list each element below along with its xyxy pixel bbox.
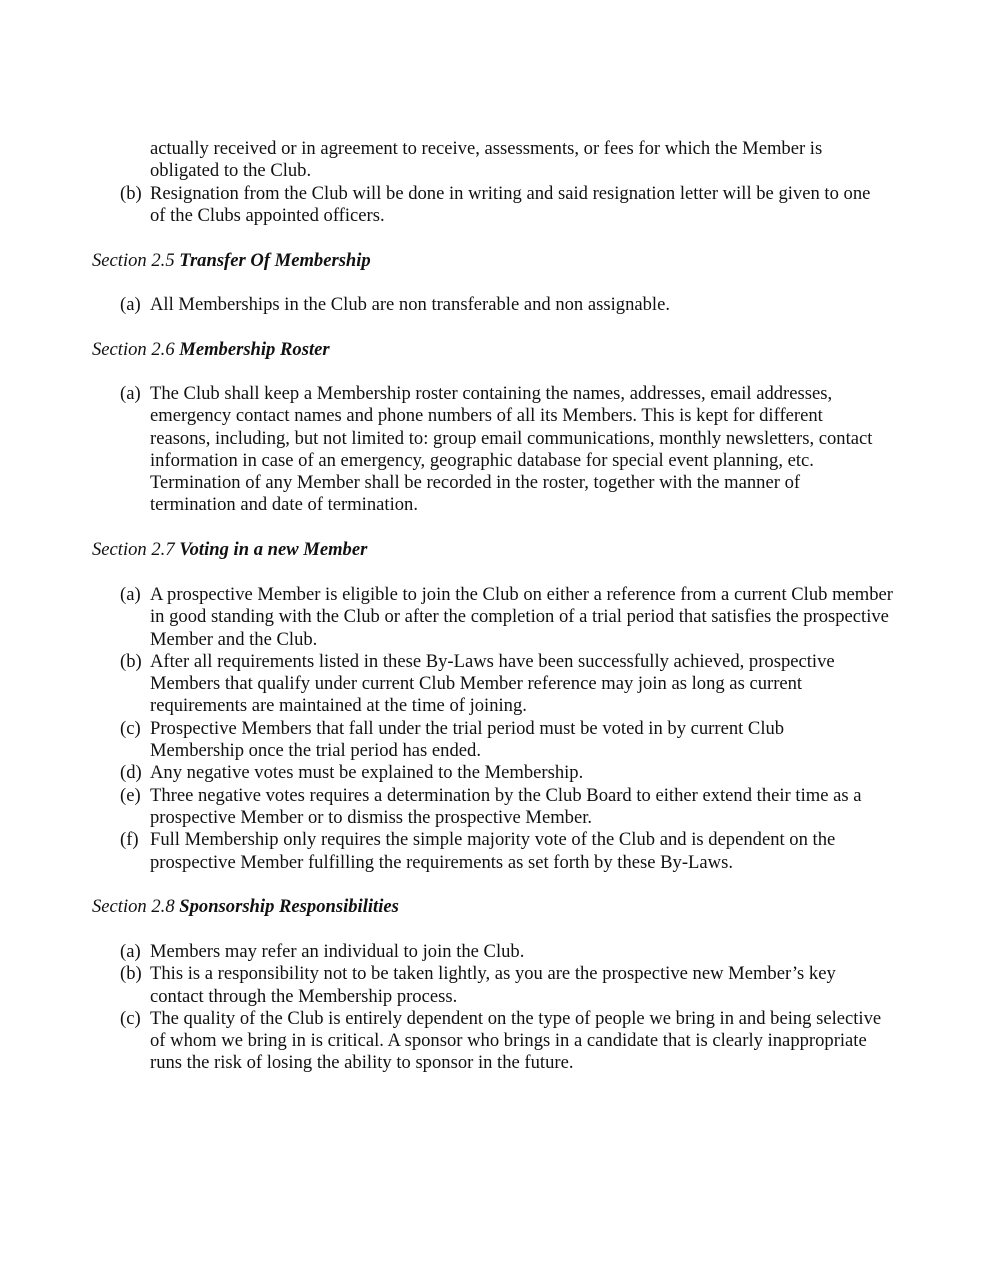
list-item — [120, 829, 900, 874]
section-heading-2-5 — [92, 250, 371, 272]
section-number: Section 2.5 — [92, 250, 175, 271]
section-2-5-list — [120, 294, 885, 316]
list-item — [120, 785, 900, 830]
list-marker: (c) — [120, 1007, 141, 1029]
list-item-text: A prospective Member is eligible to join the Club on either a reference from a current Club member in good standing with the Club or after the completion of a trial period that satisfies the prospective Member and the Club. — [150, 584, 893, 650]
list-marker: (a) — [120, 941, 141, 962]
list-item-text: Full Membership only requires the simple majority vote of the Club and is dependent on the prospective Member fulfilling the requirements as set forth by these By-Laws. — [150, 829, 836, 873]
list-marker: (b) — [120, 182, 142, 204]
list-item — [120, 183, 885, 228]
list-item — [120, 963, 885, 1008]
list-marker: (a) — [120, 584, 141, 605]
list-item — [120, 941, 885, 963]
section-number: Section 2.7 — [92, 539, 175, 560]
section-heading-2-7 — [92, 539, 367, 561]
list-item — [120, 584, 900, 651]
section-number: Section 2.8 — [92, 896, 175, 917]
list-item-text: The quality of the Club is entirely dependent on the type of people we bring in and being selective of whom we bring in is critical. A sponsor who brings in a candidate that is clearly inappropriate runs the risk of losing the ability to sponsor in the future. — [150, 1007, 882, 1074]
list-item — [120, 762, 900, 784]
list-item-text: Prospective Members that fall under the trial period must be voted in by current Club Membership once the trial period has ended. — [150, 717, 785, 762]
list-item-text: This is a responsibility not to be taken lightly, as you are the prospective new Member’s key contact through the Membership process. — [150, 963, 836, 1007]
list-marker: (b) — [120, 650, 142, 672]
list-marker: (c) — [120, 717, 141, 739]
list-item-text: All Memberships in the Club are non transferable and non assignable. — [150, 294, 670, 315]
section-2-6-list — [120, 383, 885, 517]
section-title: Transfer Of Membership — [179, 250, 371, 271]
section-2-7-list — [120, 584, 900, 874]
continued-paragraph: actually received or in agreement to receive, assessments, or fees for which the Member is obligated to the Club. — [150, 138, 823, 182]
section-2-8-list — [120, 941, 885, 1075]
list-item — [120, 718, 900, 763]
section-2-4-continuation — [120, 138, 885, 227]
list-marker: (b) — [120, 963, 142, 985]
list-item-text: Any negative votes must be explained to the Membership. — [150, 762, 584, 784]
section-title: Sponsorship Responsibilities — [179, 896, 399, 917]
list-item — [120, 383, 885, 517]
list-item-text: Members may refer an individual to join the Club. — [150, 941, 525, 962]
list-item-text: The Club shall keep a Membership roster containing the names, addresses, email addresses, emergency contact names and phone numbers of all its Members. This is kept for different reasons, including, but not limited to: group email communications, monthly newsletters, contact information in case of an emergency, geographic database for special event planning, etc. Termination of any Member shall be recorded in the roster, together with the manner of termination and date of termination. — [150, 383, 873, 516]
section-title: Voting in a new Member — [179, 539, 368, 560]
section-title: Membership Roster — [179, 339, 330, 360]
list-item-text: Resignation from the Club will be done in writing and said resignation letter will be given to one of the Clubs appointed officers. — [150, 182, 871, 226]
list-marker: (e) — [120, 784, 141, 806]
list-marker: (f) — [120, 829, 139, 851]
list-item — [120, 651, 900, 718]
section-number: Section 2.6 — [92, 339, 175, 360]
list-marker: (d) — [120, 762, 142, 784]
section-heading-2-6 — [92, 339, 330, 361]
list-item — [120, 294, 885, 316]
list-item — [120, 1008, 885, 1075]
section-heading-2-8 — [92, 896, 399, 918]
list-marker: (a) — [120, 294, 141, 315]
list-marker: (a) — [120, 383, 141, 404]
list-item-text: After all requirements listed in these By-Laws have been successfully achieved, prospective Members that qualify under current Club Member reference may join as long as current requirements are maintained at the time of joining. — [150, 650, 835, 717]
list-item-text: Three negative votes requires a determination by the Club Board to either extend their time as a prospective Member or to dismiss the prospective Member. — [150, 784, 862, 828]
